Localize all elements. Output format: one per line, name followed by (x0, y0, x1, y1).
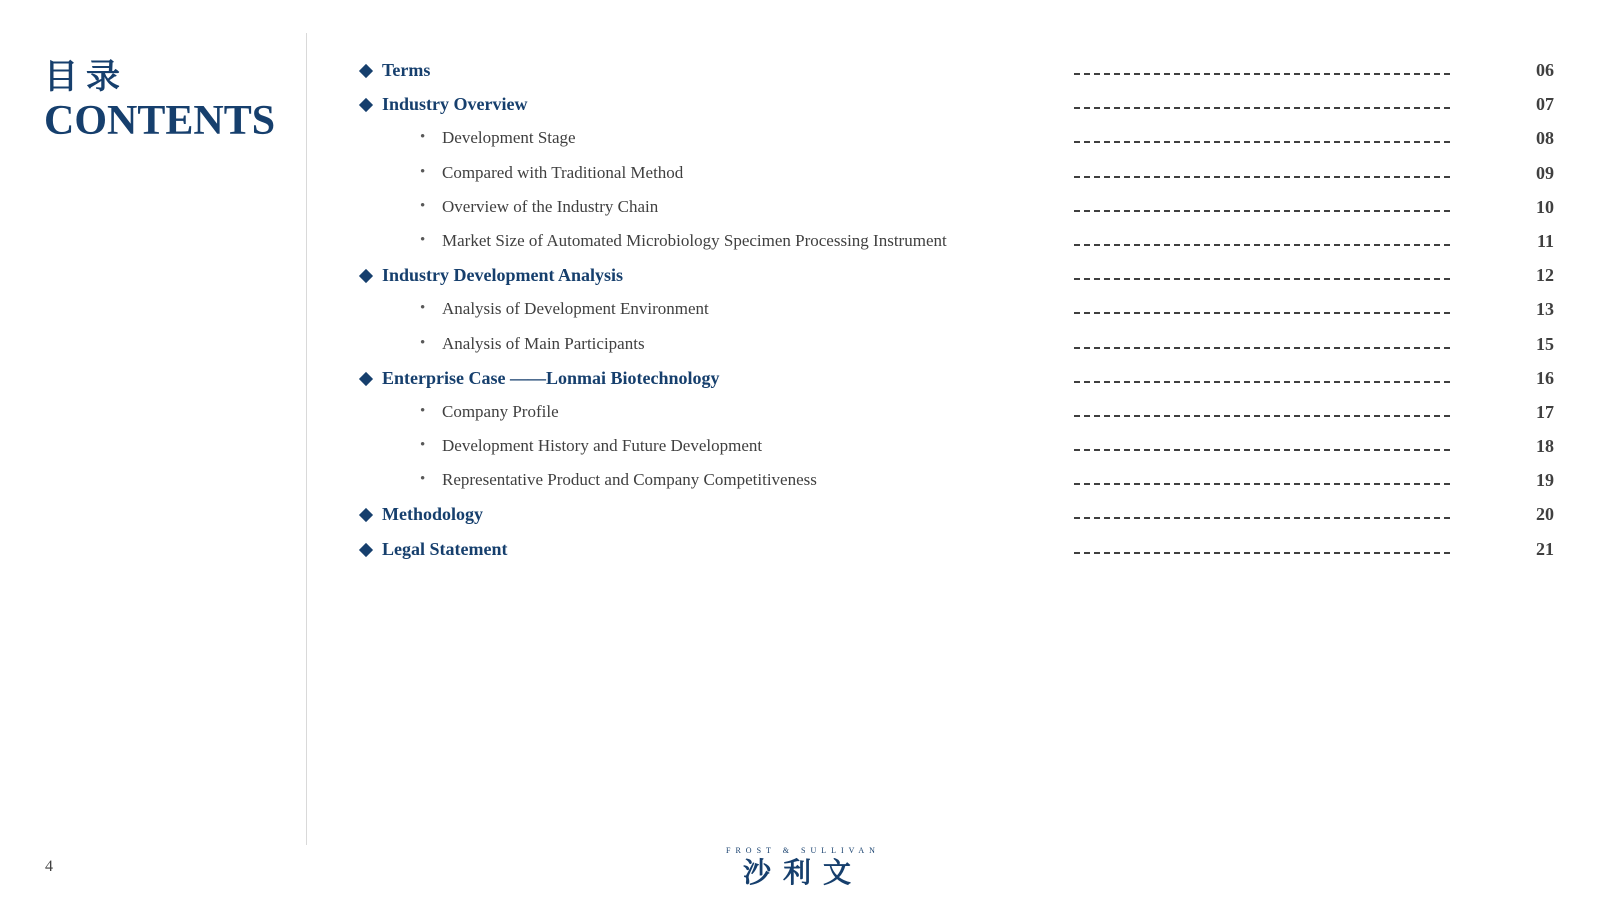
toc-row[interactable] (0, 434, 1600, 468)
dotted-leader (1074, 107, 1450, 109)
diamond-bullet-icon (359, 269, 373, 283)
toc-label: Compared with Traditional Method (442, 162, 684, 182)
toc-row[interactable] (0, 502, 1600, 536)
diamond-bullet-icon (359, 543, 373, 557)
toc-page-number: 12 (1536, 265, 1554, 286)
toc-label: Methodology (382, 504, 483, 525)
toc-row[interactable] (0, 126, 1600, 160)
diamond-bullet-icon (359, 64, 373, 78)
toc-page-number: 08 (1536, 128, 1554, 149)
logo-chinese-text: 沙利文 (742, 856, 863, 889)
dotted-leader (1074, 415, 1450, 417)
dot-bullet-icon: • (420, 129, 426, 146)
table-of-contents (0, 58, 1600, 571)
page-number: 4 (45, 858, 53, 875)
toc-page-number: 09 (1536, 162, 1554, 183)
toc-row[interactable] (0, 263, 1600, 297)
toc-row[interactable] (0, 92, 1600, 126)
toc-page-number: 17 (1536, 401, 1554, 422)
toc-label: Representative Product and Company Competitiveness (442, 470, 817, 490)
toc-row[interactable] (0, 57, 1600, 97)
toc-row[interactable] (0, 468, 1600, 502)
dotted-leader (1074, 517, 1450, 519)
toc-page-number: 06 (1536, 60, 1554, 80)
frost-sullivan-logo (718, 846, 888, 889)
dot-bullet-icon: • (420, 197, 426, 214)
toc-label: Industry Overview (382, 94, 528, 115)
toc-page-number: 19 (1536, 470, 1554, 491)
dotted-leader (1074, 381, 1450, 383)
toc-row[interactable] (0, 161, 1600, 195)
dot-bullet-icon: • (420, 334, 426, 351)
toc-row[interactable] (0, 229, 1600, 263)
dotted-leader (1074, 73, 1450, 75)
dot-bullet-icon: • (420, 231, 426, 248)
toc-page-number: 07 (1536, 94, 1554, 115)
toc-label: Company Profile (442, 401, 559, 421)
toc-label: Analysis of Development Environment (442, 299, 709, 319)
title-english: CONTENTS (44, 98, 276, 144)
dot-bullet-icon: • (420, 163, 426, 180)
toc-label: Overview of the Industry Chain (442, 196, 659, 216)
dotted-leader (1074, 483, 1450, 485)
dotted-leader (1074, 176, 1450, 178)
toc-row[interactable] (0, 366, 1600, 400)
toc-page-number: 10 (1536, 196, 1554, 217)
dotted-leader (1074, 244, 1450, 246)
toc-label: Analysis of Main Participants (442, 333, 645, 353)
dotted-leader (1074, 278, 1450, 280)
dot-bullet-icon: • (420, 402, 426, 419)
dotted-leader (1074, 312, 1450, 314)
dotted-leader (1074, 210, 1450, 212)
toc-page-number: 11 (1536, 230, 1554, 251)
toc-row[interactable] (0, 400, 1600, 434)
dotted-leader (1074, 449, 1450, 451)
diamond-bullet-icon (359, 372, 373, 386)
toc-page-number: 20 (1536, 504, 1554, 525)
toc-label: Enterprise Case ——Lonmai Biotechnology (382, 367, 720, 388)
toc-page-number: 15 (1536, 333, 1554, 354)
toc-row[interactable] (0, 195, 1600, 229)
dotted-leader (1074, 141, 1450, 143)
diamond-bullet-icon (359, 98, 373, 112)
toc-label: Development Stage (442, 128, 576, 148)
toc-page-number: 13 (1536, 299, 1554, 320)
toc-row[interactable] (0, 537, 1600, 571)
toc-page-number: 18 (1536, 436, 1554, 457)
toc-label: Legal Statement (382, 538, 508, 559)
toc-label: Industry Development Analysis (382, 265, 624, 286)
dot-bullet-icon: • (420, 471, 426, 488)
toc-label: Market Size of Automated Microbiology Specimen Processing Instrument (442, 230, 947, 250)
toc-page-number: 21 (1536, 538, 1554, 559)
logo-english-text: FROST & SULLIVAN (726, 846, 880, 855)
title-chinese: 目录 (44, 57, 128, 97)
toc-label: Terms (382, 60, 431, 80)
diamond-bullet-icon (359, 508, 373, 522)
dotted-leader (1074, 347, 1450, 349)
toc-row[interactable] (0, 332, 1600, 366)
toc-row[interactable] (0, 297, 1600, 331)
toc-page-number: 16 (1536, 367, 1554, 388)
dot-bullet-icon: • (420, 437, 426, 454)
dot-bullet-icon: • (420, 300, 426, 317)
toc-label: Development History and Future Development (442, 436, 763, 456)
dotted-leader (1074, 552, 1450, 554)
